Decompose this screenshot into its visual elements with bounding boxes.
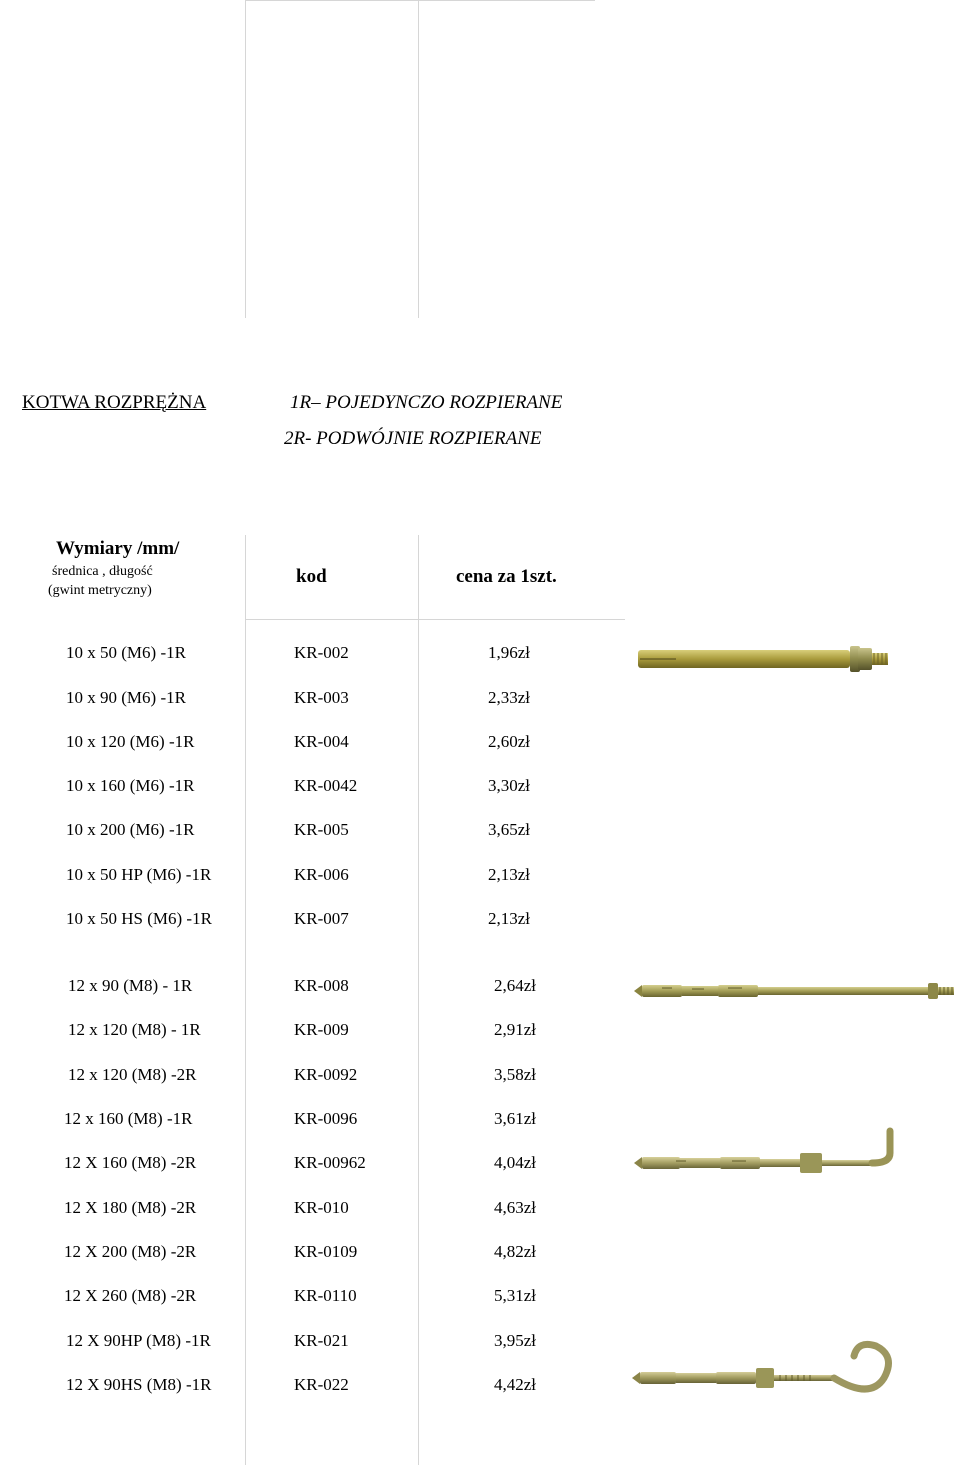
row-dimension: 10 x 50 HP (M6) -1R <box>66 865 212 884</box>
row-dimension: 12 X 90HP (M8) -1R <box>66 1331 211 1350</box>
table-row <box>0 909 600 935</box>
row-price: 4,63zł <box>493 1198 536 1217</box>
table-row <box>0 1331 600 1357</box>
table-row <box>0 1198 600 1224</box>
row-dimension: 10 x 120 (M6) -1R <box>66 732 195 751</box>
row-price: 1,96zł <box>487 643 530 662</box>
row-code: KR-0096 <box>294 1109 358 1128</box>
row-code: KR-005 <box>294 820 349 839</box>
row-code: KR-021 <box>294 1331 349 1350</box>
row-code: KR-008 <box>294 976 349 995</box>
row-dimension: 10 x 50 (M6) -1R <box>66 643 186 662</box>
row-code: KR-004 <box>294 732 349 751</box>
row-code: KR-00962 <box>294 1153 366 1172</box>
anchor-bolt-double-icon <box>632 975 958 1007</box>
table-row <box>0 1375 600 1401</box>
legend-1r: 1R– POJEDYNCZO ROZPIERANE <box>290 392 563 413</box>
grid-line <box>245 0 595 1</box>
anchor-bolt-l-hook-icon <box>632 1125 898 1187</box>
row-dimension: 12 X 200 (M8) -2R <box>64 1242 197 1261</box>
row-price: 2,60zł <box>487 732 530 751</box>
column-header-dimensions-sub: średnica , długość <box>52 564 153 579</box>
table-row <box>0 976 600 1002</box>
table-row <box>0 1020 600 1046</box>
row-dimension: 12 x 120 (M8) -2R <box>68 1065 197 1084</box>
table-row <box>0 1286 600 1312</box>
table-row <box>0 1153 600 1179</box>
row-price: 3,65zł <box>487 820 530 839</box>
row-code: KR-010 <box>294 1198 349 1217</box>
table-row <box>0 688 600 714</box>
page-title: KOTWA ROZPRĘŻNA <box>22 392 207 413</box>
anchor-bolt-nut-icon <box>636 636 892 680</box>
row-code: KR-0109 <box>294 1242 358 1261</box>
table-row <box>0 865 600 891</box>
row-dimension: 12 X 90HS (M8) -1R <box>66 1375 212 1394</box>
row-price: 3,61zł <box>493 1109 536 1128</box>
row-price: 3,95zł <box>493 1331 536 1350</box>
row-code: KR-0042 <box>294 776 358 795</box>
table-row <box>0 776 600 802</box>
grid-line <box>245 619 625 620</box>
row-code: KR-007 <box>294 909 349 928</box>
table-row <box>0 732 600 758</box>
row-dimension: 12 x 160 (M8) -1R <box>64 1109 193 1128</box>
row-code: KR-002 <box>294 643 349 662</box>
row-price: 2,64zł <box>493 976 536 995</box>
table-row <box>0 1065 600 1091</box>
grid-line <box>245 0 246 318</box>
row-dimension: 12 x 90 (M8) - 1R <box>68 976 193 995</box>
row-code: KR-0110 <box>294 1286 357 1305</box>
grid-line <box>418 0 419 318</box>
column-header-price: cena za 1szt. <box>456 566 557 587</box>
row-dimension: 10 x 160 (M6) -1R <box>66 776 195 795</box>
row-price: 4,82zł <box>493 1242 536 1261</box>
row-dimension: 10 x 50 HS (M6) -1R <box>66 909 212 928</box>
row-price: 4,42zł <box>493 1375 536 1394</box>
row-code: KR-006 <box>294 865 349 884</box>
row-dimension: 12 X 180 (M8) -2R <box>64 1198 197 1217</box>
row-price: 5,31zł <box>493 1286 536 1305</box>
table-row <box>0 1109 600 1135</box>
row-price: 2,13zł <box>487 909 530 928</box>
row-price: 3,30zł <box>487 776 530 795</box>
anchor-bolt-c-hook-icon <box>630 1338 892 1408</box>
column-header-code: kod <box>296 566 327 587</box>
row-price: 2,91zł <box>493 1020 536 1039</box>
column-header-dimensions: Wymiary /mm/ <box>56 538 180 559</box>
row-price: 3,58zł <box>493 1065 536 1084</box>
row-dimension: 12 X 260 (M8) -2R <box>64 1286 197 1305</box>
row-dimension: 12 x 120 (M8) - 1R <box>68 1020 201 1039</box>
row-code: KR-0092 <box>294 1065 358 1084</box>
column-header-dimensions-sub: (gwint metryczny) <box>48 583 152 598</box>
row-price: 4,04zł <box>493 1153 536 1172</box>
row-code: KR-003 <box>294 688 349 707</box>
legend-2r: 2R- PODWÓJNIE ROZPIERANE <box>284 428 542 449</box>
row-code: KR-022 <box>294 1375 349 1394</box>
row-price: 2,33zł <box>487 688 530 707</box>
row-dimension: 10 x 90 (M6) -1R <box>66 688 186 707</box>
row-price: 2,13zł <box>487 865 530 884</box>
table-row <box>0 643 600 669</box>
table-row <box>0 820 600 846</box>
row-dimension: 10 x 200 (M6) -1R <box>66 820 195 839</box>
table-row <box>0 1242 600 1268</box>
row-dimension: 12 X 160 (M8) -2R <box>64 1153 197 1172</box>
row-code: KR-009 <box>294 1020 349 1039</box>
